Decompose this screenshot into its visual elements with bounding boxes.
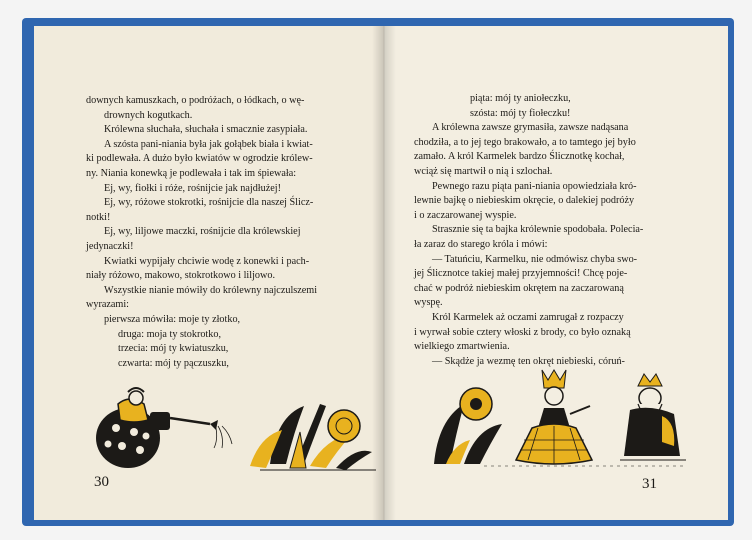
text-line: downych kamuszkach, o podróżach, o łódkach, o wę- xyxy=(86,95,305,106)
text-line: ki podlewała. A dużo było kwiatów w ogrodzie królew- xyxy=(86,153,313,165)
right-page-text xyxy=(414,92,706,369)
text-line: wyrazami: xyxy=(86,299,129,311)
princess-and-king-illustration xyxy=(424,364,714,474)
text-line: Ej, wy, fiołki i róże, rośnijcie jak najdłużej! xyxy=(104,182,281,194)
text-line: Ej, wy, różowe stokrotki, rośnijcie dla naszej Ślicz- xyxy=(104,197,314,209)
text-line: A szósta pani-niania była jak gołąbek biała i kwiat- xyxy=(104,138,313,150)
text-line: czwarta: mój ty pączuszku, xyxy=(118,357,229,369)
right-page xyxy=(384,26,728,520)
text-line: jedynaczki! xyxy=(86,240,134,252)
text-line: wielkiego zmartwienia. xyxy=(414,341,510,353)
text-line: i o zaczarowanej wyspie. xyxy=(414,209,517,221)
text-line: Wszystkie nianie mówiły do królewny najczulszemi xyxy=(104,284,318,296)
text-line: ła zaraz do starego króla i mówi: xyxy=(414,238,548,250)
text-line: jej Ślicznotce takiej małej przyjemności! Chcę poje- xyxy=(414,268,628,280)
text-line: piąta: mój ty aniołeczku, xyxy=(470,93,571,104)
text-line: lewnie bajkę o niebieskim okręcie, o dalekiej podróży xyxy=(414,195,635,207)
page-number: 30 xyxy=(94,474,109,490)
text-line: Kwiatki wypijały chciwie wodę z konewki i pach- xyxy=(104,255,310,267)
text-line: drownych kogutkach. xyxy=(104,109,193,121)
text-line: pierwsza mówiła: moje ty złotko, xyxy=(104,313,241,325)
text-line: szósta: mój ty fiołeczku! xyxy=(470,107,571,119)
text-line: Królewna słuchała, słuchała i smacznie zasypiała. xyxy=(104,124,308,136)
text-line: niały różowo, makowo, stokrotkowo i liljowo. xyxy=(86,270,276,282)
text-line: — Tatuńciu, Karmelku, nie odmówisz chyba swo- xyxy=(432,253,638,265)
text-line: Strasznie się ta bajka królewnie spodobała. Polecia- xyxy=(432,224,644,236)
text-line: chać w podróż niebieskim okrętem na zaczarowaną xyxy=(414,282,624,294)
text-line: i wyrwał sobie cztery włoski z brody, co było oznaką xyxy=(414,326,631,338)
book-gutter xyxy=(372,26,396,520)
text-line: zamało. A król Karmelek bardzo Ślicznotkę kochał, xyxy=(414,151,625,163)
text-line: — Skądże ja wezmę ten okręt niebieski, córuń- xyxy=(432,355,625,367)
text-line: trzecia: mój ty kwiatuszku, xyxy=(118,343,229,355)
left-page-text xyxy=(86,94,372,371)
text-line: wciąż się martwił o nią i szlochał. xyxy=(414,165,553,177)
text-line: Król Karmelek aż oczami zamrugał z rozpaczy xyxy=(432,311,624,323)
page-number: 31 xyxy=(642,476,657,492)
text-line: ny. Niania konewką je podlewała i tak im śpiewała: xyxy=(86,167,297,179)
text-line: Ej, wy, liljowe maczki, rośnijcie dla królewskiej xyxy=(104,226,301,238)
text-line: Pewnego razu piąta pani-niania opowiedziała kró- xyxy=(432,180,637,192)
nanny-watering-flowers-illustration xyxy=(90,376,380,476)
left-page xyxy=(34,26,384,520)
text-line: wyspę. xyxy=(414,297,443,309)
text-line: druga: moja ty stokrotko, xyxy=(118,328,221,340)
text-line: notki! xyxy=(86,211,111,223)
text-line: chodziła, a to jej tego brakowało, a to tamtego jej było xyxy=(414,136,636,148)
text-line: A królewna zawsze grymasiła, zawsze nadąsana xyxy=(432,122,629,134)
